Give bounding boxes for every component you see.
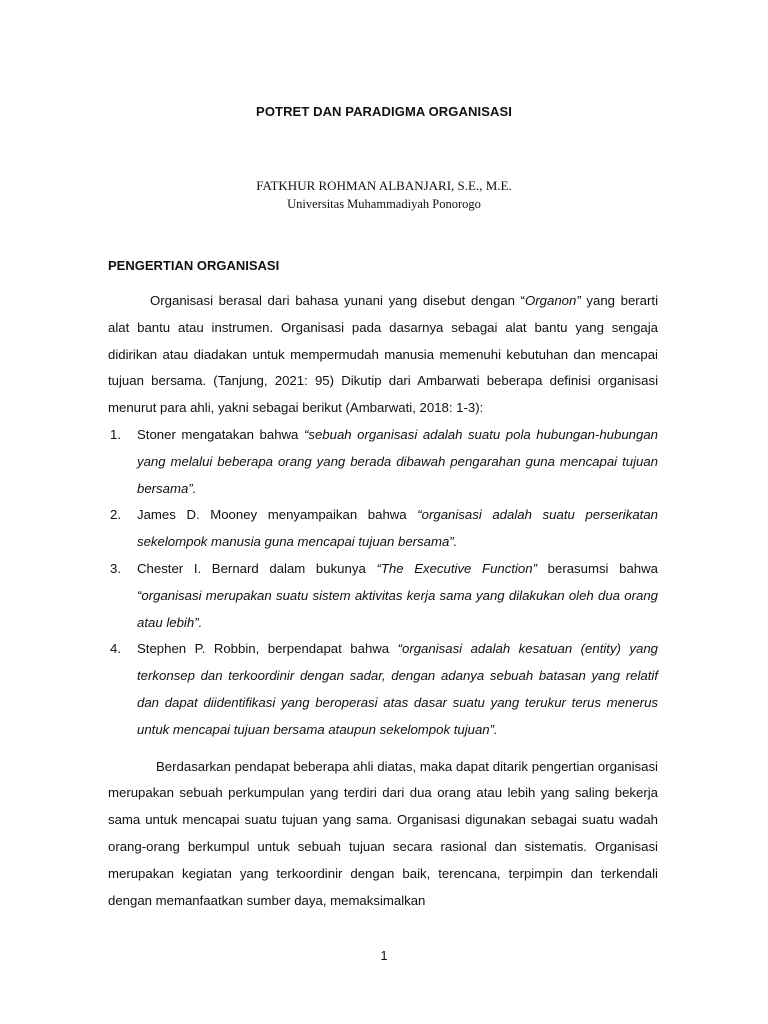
author-affiliation: Universitas Muhammadiyah Ponorogo (287, 197, 481, 211)
page-number: 1 (380, 948, 388, 963)
definition-quote: “organisasi adalah suatu perserikatan sekelompok manusia guna mencapai tujuan bersama”. (137, 507, 658, 550)
section-heading: PENGERTIAN ORGANISASI (108, 258, 280, 273)
list-number: 2. (110, 507, 121, 523)
book-title: “The Executive Function” (376, 560, 537, 576)
definition-quote: “organisasi adalah kesatuan (entity) yang terkonsep dan terkoordinir dengan sadar, dengan adanya sebuah batasan yang relatif dan dapat diidentifikasi yang beroperasi atas dasar suatu yang terukur terus menerus untuk mencapai tujuan bersama ataupun sekelompok tujuan”. (137, 641, 658, 737)
definition-lead: Stoner mengatakan bahwa (137, 426, 304, 442)
list-item (108, 636, 658, 743)
intro-part-1: Organisasi berasal dari bahasa yunani yang disebut dengan “ (150, 293, 526, 308)
definitions-list (108, 422, 658, 744)
list-item (108, 556, 658, 636)
list-number: 1. (110, 426, 121, 442)
author-name: FATKHUR ROHMAN ALBANJARI, S.E., M.E. (256, 178, 512, 193)
list-number: 3. (110, 560, 121, 576)
intro-paragraph (108, 288, 658, 422)
definition-quote: “organisasi merupakan suatu sistem aktivitas kerja sama yang dilakukan oleh dua orang atau lebih”. (137, 587, 658, 630)
list-item (108, 422, 658, 502)
intro-part-2: yang berarti alat bantu atau instrumen. Organisasi pada dasarnya sebagai alat bantu yang sengaja didirikan atau diadakan untuk mempermudah manusia memenuhi kebutuhan dan mencapai tujuan bersama. (Tanjung, 2021: 95) Dikutip dari Ambarwati beberapa definisi organisasi menurut para ahli, yakni sebagai berikut (Ambarwati, 2018: 1-3): (108, 293, 659, 416)
list-item (108, 502, 658, 556)
definition-lead: Stephen P. Robbin, berpendapat bahwa (137, 641, 398, 657)
definition-lead: Chester I. Bernard dalam bukunya (137, 560, 377, 576)
conclusion-paragraph: Berdasarkan pendapat beberapa ahli diatas, maka dapat ditarik pengertian organisasi merupakan sebuah perkumpulan yang terdiri dari dua orang atau lebih yang saling bekerja sama untuk mencapai suatu tujuan yang sama. Organisasi digunakan sebagai suatu wadah orang-orang berkumpul untuk sebuah tujuan secara rasional dan sistematis. Organisasi merupakan kegiatan yang terkoordinir dengan baik, terencana, terpimpin dan terkendali dengan memanfaatkan sumber daya, memaksimalkan (108, 758, 658, 908)
document-title: POTRET DAN PARADIGMA ORGANISASI (256, 104, 512, 119)
definition-lead: James D. Mooney menyampaikan bahwa (137, 507, 418, 523)
body-text (108, 288, 658, 928)
list-number: 4. (110, 641, 121, 657)
definition-quote: “sebuah organisasi adalah suatu pola hubungan-hubungan yang melalui beberapa orang yang berada dibawah pengarahan guna mencapai tujuan bersama”. (137, 426, 658, 496)
definition-mid: berasumsi bahwa (537, 560, 658, 576)
intro-term: Organon” (525, 293, 581, 308)
